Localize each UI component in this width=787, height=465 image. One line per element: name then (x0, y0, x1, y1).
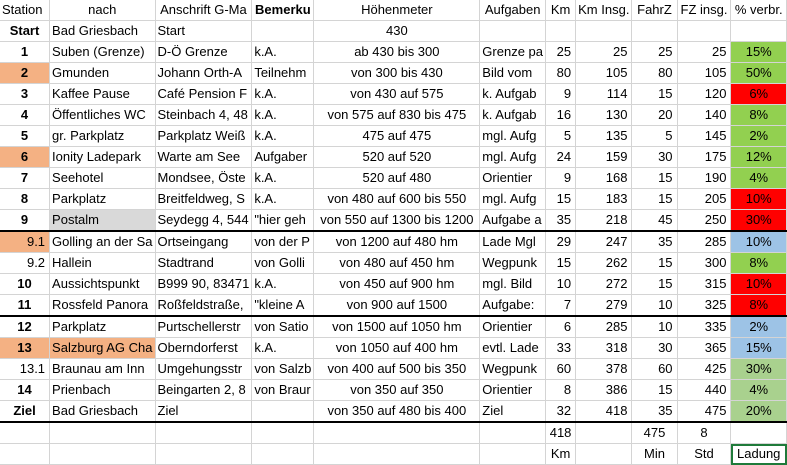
bemerkung-cell[interactable]: von Braur (252, 380, 314, 401)
aufgaben-cell[interactable]: Orientier (480, 380, 546, 401)
hoehe-cell[interactable]: von 400 auf 500 bis 350 (314, 359, 480, 380)
aufgaben-cell[interactable]: mgl. Aufg (480, 126, 546, 147)
bemerkung-cell[interactable]: k.A. (252, 105, 314, 126)
table-row (0, 42, 787, 63)
hoehe-cell[interactable]: von 350 auf 480 bis 400 (314, 401, 480, 423)
aufgaben-cell[interactable]: Orientier (480, 316, 546, 338)
km_insg-cell[interactable]: 159 (576, 147, 632, 168)
station-cell[interactable]: 7 (0, 168, 50, 189)
km_insg-cell[interactable]: 285 (576, 316, 632, 338)
table-row (0, 274, 787, 295)
bemerkung-cell[interactable]: k.A. (252, 84, 314, 105)
header-cell[interactable]: nach (50, 0, 155, 21)
fz_insg-cell[interactable]: 325 (677, 295, 731, 317)
units-cell[interactable]: Min (632, 444, 677, 465)
hoehe-cell[interactable]: von 1200 auf 480 hm (314, 231, 480, 253)
totals-cell[interactable] (314, 422, 480, 444)
km_insg-cell[interactable]: 418 (576, 401, 632, 423)
km_insg-cell[interactable]: 130 (576, 105, 632, 126)
station-cell[interactable]: 9.1 (0, 231, 50, 253)
fahrz-cell[interactable]: 35 (632, 231, 677, 253)
aufgaben-cell[interactable]: Grenze pa (480, 42, 546, 63)
table-row (0, 359, 787, 380)
nach-cell[interactable]: Suben (Grenze) (50, 42, 155, 63)
aufgaben-cell[interactable]: Bild vom (480, 63, 546, 84)
station-cell[interactable]: Start (0, 21, 50, 42)
table-row (0, 231, 787, 253)
pct-cell[interactable]: 10% (731, 189, 787, 210)
km-cell[interactable]: 15 (546, 189, 576, 210)
station-cell[interactable]: 5 (0, 126, 50, 147)
nach-cell[interactable]: Parkplatz (50, 316, 155, 338)
nach-cell[interactable]: Ionity Ladepark (50, 147, 155, 168)
aufgaben-cell[interactable]: Lade Mgl (480, 231, 546, 253)
fahrz-cell[interactable]: 60 (632, 359, 677, 380)
nach-cell[interactable]: Kaffee Pause (50, 84, 155, 105)
bemerkung-cell[interactable]: Teilnehm (252, 63, 314, 84)
anschrift-cell[interactable]: Ortseingang (155, 231, 252, 253)
fz_insg-cell[interactable]: 365 (677, 338, 731, 359)
km_insg-cell[interactable]: 272 (576, 274, 632, 295)
hoehe-cell[interactable]: von 300 bis 430 (314, 63, 480, 84)
header-cell[interactable]: % verbr. (731, 0, 787, 21)
totals-cell[interactable]: 418 (546, 422, 576, 444)
station-cell[interactable]: 14 (0, 380, 50, 401)
hoehe-cell[interactable]: von 900 auf 1500 (314, 295, 480, 317)
table-row (0, 147, 787, 168)
km-cell[interactable]: 25 (546, 42, 576, 63)
anschrift-cell[interactable]: Warte am See (155, 147, 252, 168)
station-cell[interactable]: 9 (0, 210, 50, 232)
fahrz-cell[interactable]: 10 (632, 295, 677, 317)
aufgaben-cell[interactable] (480, 21, 546, 42)
anschrift-cell[interactable]: Roßfeldstraße, (155, 295, 252, 317)
aufgaben-cell[interactable]: Ziel (480, 401, 546, 423)
hoehe-cell[interactable]: ab 430 bis 300 (314, 42, 480, 63)
km_insg-cell[interactable]: 279 (576, 295, 632, 317)
anschrift-cell[interactable]: Ziel (155, 401, 252, 423)
km-cell[interactable]: 80 (546, 63, 576, 84)
anschrift-cell[interactable]: Parkplatz Weiß (155, 126, 252, 147)
aufgaben-cell[interactable]: Aufgabe: (480, 295, 546, 317)
km_insg-cell[interactable]: 168 (576, 168, 632, 189)
fahrz-cell[interactable]: 25 (632, 42, 677, 63)
nach-cell[interactable]: Salzburg AG Cha (50, 338, 155, 359)
nach-cell[interactable]: Aussichtspunkt (50, 274, 155, 295)
header-cell[interactable]: Bemerku (252, 0, 314, 21)
pct-cell[interactable]: 8% (731, 105, 787, 126)
km_insg-cell[interactable] (576, 21, 632, 42)
header-cell[interactable]: Anschrift G-Ma (155, 0, 252, 21)
anschrift-cell[interactable]: D-Ö Grenze (155, 42, 252, 63)
pct-cell[interactable]: 15% (731, 42, 787, 63)
km_insg-cell[interactable]: 262 (576, 253, 632, 274)
hoehe-cell[interactable]: von 430 auf 575 (314, 84, 480, 105)
anschrift-cell[interactable]: Café Pension F (155, 84, 252, 105)
table-row (0, 126, 787, 147)
header-cell[interactable]: Km (546, 0, 576, 21)
km-cell[interactable]: 60 (546, 359, 576, 380)
nach-cell[interactable]: Gmunden (50, 63, 155, 84)
nach-cell[interactable]: Postalm (50, 210, 155, 232)
anschrift-cell[interactable]: Beingarten 2, 8 (155, 380, 252, 401)
fz_insg-cell[interactable]: 425 (677, 359, 731, 380)
bemerkung-cell[interactable]: k.A. (252, 338, 314, 359)
km-cell[interactable]: 9 (546, 84, 576, 105)
fahrz-cell[interactable]: 15 (632, 189, 677, 210)
bemerkung-cell[interactable]: k.A. (252, 168, 314, 189)
km_insg-cell[interactable]: 218 (576, 210, 632, 232)
km-cell[interactable]: 32 (546, 401, 576, 423)
header-cell[interactable]: FZ insg. (677, 0, 731, 21)
totals-row (0, 422, 787, 444)
header-cell[interactable]: FahrZ (632, 0, 677, 21)
pct-cell[interactable]: 10% (731, 231, 787, 253)
fahrz-cell[interactable]: 5 (632, 126, 677, 147)
km-cell[interactable] (546, 21, 576, 42)
fahrz-cell[interactable]: 15 (632, 168, 677, 189)
aufgaben-cell[interactable]: Aufgabe a (480, 210, 546, 232)
table-row (0, 21, 787, 42)
fz_insg-cell[interactable]: 300 (677, 253, 731, 274)
fz_insg-cell[interactable]: 120 (677, 84, 731, 105)
station-cell[interactable]: 13.1 (0, 359, 50, 380)
km_insg-cell[interactable]: 183 (576, 189, 632, 210)
hoehe-cell[interactable]: von 1050 auf 400 hm (314, 338, 480, 359)
station-cell[interactable]: 8 (0, 189, 50, 210)
hoehe-cell[interactable]: von 350 auf 350 (314, 380, 480, 401)
anschrift-cell[interactable]: B999 90, 83471 (155, 274, 252, 295)
fz_insg-cell[interactable]: 175 (677, 147, 731, 168)
bemerkung-cell[interactable] (252, 21, 314, 42)
station-cell[interactable]: 11 (0, 295, 50, 317)
bemerkung-cell[interactable]: "kleine A (252, 295, 314, 317)
km_insg-cell[interactable]: 135 (576, 126, 632, 147)
fz_insg-cell[interactable]: 285 (677, 231, 731, 253)
totals-cell[interactable] (0, 422, 50, 444)
nach-cell[interactable]: Braunau am Inn (50, 359, 155, 380)
fz_insg-cell[interactable]: 145 (677, 126, 731, 147)
fahrz-cell[interactable]: 45 (632, 210, 677, 232)
totals-cell[interactable] (480, 422, 546, 444)
fahrz-cell[interactable]: 30 (632, 338, 677, 359)
table-row (0, 168, 787, 189)
anschrift-cell[interactable]: Start (155, 21, 252, 42)
nach-cell[interactable]: Golling an der Sa (50, 231, 155, 253)
km-cell[interactable]: 10 (546, 274, 576, 295)
header-row (0, 0, 787, 21)
hoehe-cell[interactable]: 430 (314, 21, 480, 42)
nach-cell[interactable]: Bad Griesbach (50, 21, 155, 42)
hoehe-cell[interactable]: 475 auf 475 (314, 126, 480, 147)
pct-cell[interactable]: 30% (731, 359, 787, 380)
km-cell[interactable]: 7 (546, 295, 576, 317)
hoehe-cell[interactable]: von 575 auf 830 bis 475 (314, 105, 480, 126)
km-cell[interactable]: 15 (546, 253, 576, 274)
totals-cell[interactable] (252, 422, 314, 444)
totals-cell[interactable]: 8 (677, 422, 731, 444)
fz_insg-cell[interactable]: 190 (677, 168, 731, 189)
pct-cell[interactable]: 2% (731, 126, 787, 147)
fahrz-cell[interactable]: 30 (632, 147, 677, 168)
bemerkung-cell[interactable]: k.A. (252, 189, 314, 210)
km_insg-cell[interactable]: 318 (576, 338, 632, 359)
anschrift-cell[interactable]: Steinbach 4, 48 (155, 105, 252, 126)
nach-cell[interactable]: Hallein (50, 253, 155, 274)
bemerkung-cell[interactable]: von Golli (252, 253, 314, 274)
km-cell[interactable]: 6 (546, 316, 576, 338)
pct-cell[interactable]: 20% (731, 401, 787, 423)
pct-cell[interactable] (731, 21, 787, 42)
totals-cell[interactable]: 475 (632, 422, 677, 444)
fahrz-cell[interactable]: 10 (632, 316, 677, 338)
station-cell[interactable]: 3 (0, 84, 50, 105)
table-row (0, 210, 787, 232)
pct-cell[interactable]: 12% (731, 147, 787, 168)
fahrz-cell[interactable]: 20 (632, 105, 677, 126)
station-cell[interactable]: 6 (0, 147, 50, 168)
km-cell[interactable]: 8 (546, 380, 576, 401)
fz_insg-cell[interactable]: 25 (677, 42, 731, 63)
table-row (0, 338, 787, 359)
fahrz-cell[interactable]: 35 (632, 401, 677, 423)
nach-cell[interactable]: Rossfeld Panora (50, 295, 155, 317)
km-cell[interactable]: 33 (546, 338, 576, 359)
hoehe-cell[interactable]: 520 auf 480 (314, 168, 480, 189)
table-row (0, 295, 787, 317)
fz_insg-cell[interactable]: 315 (677, 274, 731, 295)
aufgaben-cell[interactable]: k. Aufgab (480, 105, 546, 126)
station-cell[interactable]: 10 (0, 274, 50, 295)
units-cell[interactable]: Std (677, 444, 731, 465)
totals-cell[interactable] (50, 422, 155, 444)
bemerkung-cell[interactable]: von Salzb (252, 359, 314, 380)
pct-cell[interactable]: 50% (731, 63, 787, 84)
anschrift-cell[interactable]: Mondsee, Öste (155, 168, 252, 189)
hoehe-cell[interactable]: von 550 auf 1300 bis 1200 (314, 210, 480, 232)
aufgaben-cell[interactable]: Orientier (480, 168, 546, 189)
pct-cell[interactable]: 15% (731, 338, 787, 359)
totals-cell[interactable] (155, 422, 252, 444)
pct-cell[interactable]: 30% (731, 210, 787, 232)
km_insg-cell[interactable]: 105 (576, 63, 632, 84)
aufgaben-cell[interactable]: k. Aufgab (480, 84, 546, 105)
pct-cell[interactable]: 2% (731, 316, 787, 338)
km_insg-cell[interactable]: 386 (576, 380, 632, 401)
aufgaben-cell[interactable]: mgl. Aufg (480, 189, 546, 210)
pct-cell[interactable]: 6% (731, 84, 787, 105)
fahrz-cell[interactable]: 15 (632, 274, 677, 295)
fz_insg-cell[interactable]: 105 (677, 63, 731, 84)
bemerkung-cell[interactable] (252, 401, 314, 423)
nach-cell[interactable]: Parkplatz (50, 189, 155, 210)
km-cell[interactable]: 35 (546, 210, 576, 232)
table-row (0, 63, 787, 84)
fz_insg-cell[interactable]: 440 (677, 380, 731, 401)
fahrz-cell[interactable]: 15 (632, 380, 677, 401)
fz_insg-cell[interactable]: 205 (677, 189, 731, 210)
bemerkung-cell[interactable]: von der P (252, 231, 314, 253)
km_insg-cell[interactable]: 378 (576, 359, 632, 380)
nach-cell[interactable]: Öffentliches WC (50, 105, 155, 126)
pct-cell[interactable]: 8% (731, 295, 787, 317)
pct-cell[interactable]: 8% (731, 253, 787, 274)
fz_insg-cell[interactable] (677, 21, 731, 42)
hoehe-cell[interactable]: von 450 auf 900 hm (314, 274, 480, 295)
totals-cell[interactable] (731, 422, 787, 444)
anschrift-cell[interactable]: Umgehungsstr (155, 359, 252, 380)
aufgaben-cell[interactable]: mgl. Aufg (480, 147, 546, 168)
fz_insg-cell[interactable]: 335 (677, 316, 731, 338)
units-cell[interactable]: Ladung (731, 444, 787, 465)
fz_insg-cell[interactable]: 250 (677, 210, 731, 232)
fahrz-cell[interactable] (632, 21, 677, 42)
hoehe-cell[interactable]: von 1500 auf 1050 hm (314, 316, 480, 338)
km_insg-cell[interactable]: 25 (576, 42, 632, 63)
km_insg-cell[interactable]: 247 (576, 231, 632, 253)
table-row (0, 380, 787, 401)
header-cell[interactable]: Station (0, 0, 50, 21)
station-cell[interactable]: 9.2 (0, 253, 50, 274)
hoehe-cell[interactable]: von 480 auf 600 bis 550 (314, 189, 480, 210)
km-cell[interactable]: 9 (546, 168, 576, 189)
km-cell[interactable]: 16 (546, 105, 576, 126)
pct-cell[interactable]: 4% (731, 168, 787, 189)
header-cell[interactable]: Aufgaben (480, 0, 546, 21)
km-cell[interactable]: 24 (546, 147, 576, 168)
table-row (0, 84, 787, 105)
table-row (0, 401, 787, 423)
station-cell[interactable]: 13 (0, 338, 50, 359)
bemerkung-cell[interactable]: k.A. (252, 42, 314, 63)
anschrift-cell[interactable]: Johann Orth-A (155, 63, 252, 84)
anschrift-cell[interactable]: Purtschellerstr (155, 316, 252, 338)
table-row (0, 253, 787, 274)
station-cell[interactable]: 4 (0, 105, 50, 126)
bemerkung-cell[interactable]: k.A. (252, 274, 314, 295)
bemerkung-cell[interactable]: Aufgaber (252, 147, 314, 168)
nach-cell[interactable]: Prienbach (50, 380, 155, 401)
aufgaben-cell[interactable]: Wegpunk (480, 253, 546, 274)
nach-cell[interactable]: Bad Griesbach (50, 401, 155, 423)
bemerkung-cell[interactable]: von Satio (252, 316, 314, 338)
aufgaben-cell[interactable]: evtl. Lade (480, 338, 546, 359)
bemerkung-cell[interactable]: k.A. (252, 126, 314, 147)
table-row (0, 316, 787, 338)
totals-cell[interactable] (576, 422, 632, 444)
nach-cell[interactable]: gr. Parkplatz (50, 126, 155, 147)
station-cell[interactable]: Ziel (0, 401, 50, 423)
station-cell[interactable]: 12 (0, 316, 50, 338)
fahrz-cell[interactable]: 80 (632, 63, 677, 84)
header-cell[interactable]: Km Insg. (576, 0, 632, 21)
station-cell[interactable]: 1 (0, 42, 50, 63)
pct-cell[interactable]: 4% (731, 380, 787, 401)
table-row (0, 105, 787, 126)
table-row (0, 189, 787, 210)
km-cell[interactable]: 29 (546, 231, 576, 253)
fahrz-cell[interactable]: 15 (632, 84, 677, 105)
fz_insg-cell[interactable]: 140 (677, 105, 731, 126)
header-cell[interactable]: Höhenmeter (314, 0, 480, 21)
pct-cell[interactable]: 10% (731, 274, 787, 295)
anschrift-cell[interactable]: Breitfeldweg, S (155, 189, 252, 210)
anschrift-cell[interactable]: Oberndorferst (155, 338, 252, 359)
fz_insg-cell[interactable]: 475 (677, 401, 731, 423)
aufgaben-cell[interactable]: mgl. Bild (480, 274, 546, 295)
fahrz-cell[interactable]: 15 (632, 253, 677, 274)
hoehe-cell[interactable]: von 480 auf 450 hm (314, 253, 480, 274)
station-cell[interactable]: 2 (0, 63, 50, 84)
bemerkung-cell[interactable]: "hier geh (252, 210, 314, 232)
km_insg-cell[interactable]: 114 (576, 84, 632, 105)
km-cell[interactable]: 5 (546, 126, 576, 147)
units-cell[interactable]: Km (546, 444, 576, 465)
hoehe-cell[interactable]: 520 auf 520 (314, 147, 480, 168)
anschrift-cell[interactable]: Stadtrand (155, 253, 252, 274)
aufgaben-cell[interactable]: Wegpunk (480, 359, 546, 380)
nach-cell[interactable]: Seehotel (50, 168, 155, 189)
anschrift-cell[interactable]: Seydegg 4, 544 (155, 210, 252, 232)
